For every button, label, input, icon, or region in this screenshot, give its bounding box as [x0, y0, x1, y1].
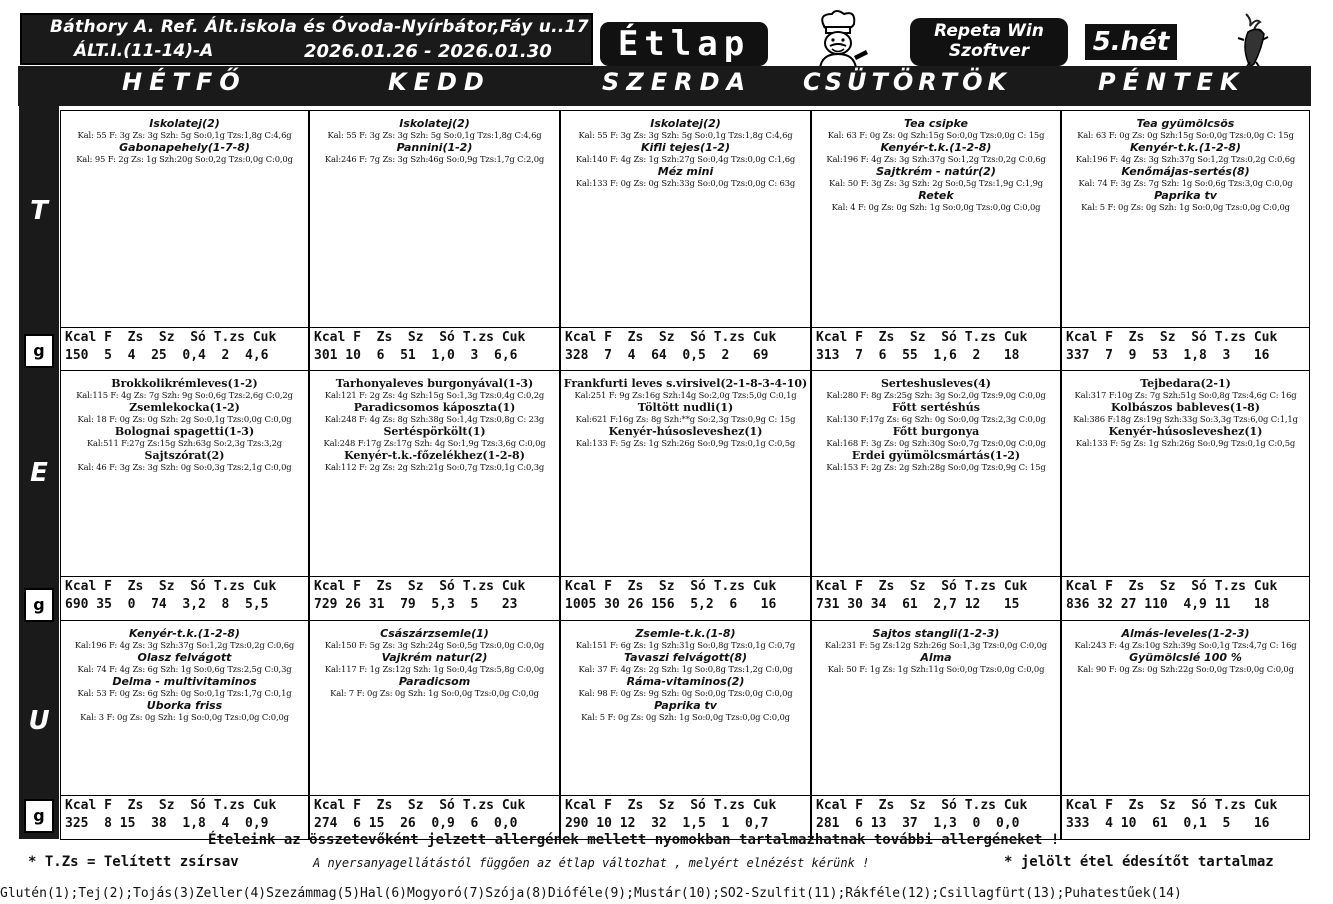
dish-name: Tea csipke	[904, 117, 968, 130]
carrot-icon	[1226, 10, 1286, 70]
summary-values: 290 10 12 32 1,5 1 0,7	[565, 816, 769, 831]
menu-cell	[560, 370, 811, 578]
summary-header: Kcal F Zs Sz Só T.zs Cuk	[314, 798, 526, 813]
summary-values: 337 7 9 53 1,8 3 16	[1066, 348, 1270, 363]
dish-name: Frankfurti leves s.virsivel(2-1-8-3-4-10)	[563, 377, 808, 390]
gram-label: g	[24, 334, 54, 368]
dish-nutrition: Kal:317 F:10g Zs: 7g Szh:51g So:0,8g Tzs:4,6g C: 16g	[1074, 390, 1297, 400]
nutrition-summary	[309, 576, 560, 622]
dish-name: Sajtkrém - natúr(2)	[876, 165, 996, 178]
week-label: 5.hét	[1085, 24, 1177, 60]
dish-name: Iskolatej(2)	[650, 117, 721, 130]
dish-nutrition: Kal: 4 F: 0g Zs: 0g Szh: 1g So:0,0g Tzs:0,0g C:0,0g	[831, 202, 1041, 212]
group-label: ÁLT.I.(11-14)-A	[74, 41, 214, 61]
dish-name: Kenyér-húsosleveshez(1)	[1108, 425, 1263, 438]
menu-cell	[60, 110, 309, 329]
change-note: A nyersanyagellátástól függően az étlap változhat , melyért elnézést kérünk !	[313, 856, 870, 870]
summary-header: Kcal F Zs Sz Só T.zs Cuk	[565, 798, 777, 813]
summary-header: Kcal F Zs Sz Só T.zs Cuk	[565, 579, 777, 594]
gram-label: g	[24, 588, 54, 622]
dish-nutrition: Kal: 37 F: 4g Zs: 2g Szh: 1g So:0,8g Tzs:1,2g C:0,0g	[578, 664, 793, 674]
dish-name: Pannini(1-2)	[396, 141, 473, 154]
dish-nutrition: Kal:121 F: 2g Zs: 4g Szh:15g So:1,3g Tzs:0,4g C:0,2g	[324, 390, 545, 400]
summary-values: 731 30 34 61 2,7 12 15	[816, 597, 1020, 612]
dish-nutrition: Kal: 63 F: 0g Zs: 0g Szh:15g So:0,0g Tzs:0,0g C: 15g	[827, 130, 1045, 140]
dish-name: Retek	[918, 189, 954, 202]
dish-nutrition: Kal:151 F: 6g Zs: 1g Szh:31g So:0,8g Tzs:0,1g C:0,7g	[575, 640, 796, 650]
dish-nutrition: Kal:117 F: 1g Zs:12g Szh: 1g So:0,4g Tzs:5,8g C:0,0g	[324, 664, 545, 674]
summary-values: 836 32 27 110 4,9 11 18	[1066, 597, 1270, 612]
summary-values: 690 35 0 74 3,2 8 5,5	[65, 597, 269, 612]
dish-nutrition: Kal:511 F:27g Zs:15g Szh:63g So:2,3g Tzs:3,2g	[86, 438, 283, 448]
dish-nutrition: Kal: 5 F: 0g Zs: 0g Szh: 1g So:0,0g Tzs:0,0g C:0,0g	[581, 712, 790, 722]
dish-nutrition: Kal: 63 F: 0g Zs: 0g Szh:15g So:0,0g Tzs:0,0g C: 15g	[1077, 130, 1294, 140]
dish-nutrition: Kal:196 F: 4g Zs: 3g Szh:37g So:1,2g Tzs:0,2g C:0,6g	[1075, 154, 1296, 164]
dish-nutrition: Kal: 50 F: 3g Zs: 3g Szh: 2g So:0,5g Tzs:1,9g C:1,9g	[829, 178, 1043, 188]
dish-name: Erdei gyümölcsmártás(1-2)	[851, 449, 1021, 462]
menu-cell	[1061, 620, 1310, 797]
dish-name: Olasz felvágott	[137, 651, 232, 664]
dish-name: Brokkolikrémleves(1-2)	[111, 377, 258, 390]
day-monday: HÉTFŐ	[122, 68, 247, 96]
dish-nutrition: Kal: 46 F: 3g Zs: 3g Szh: 0g So:0,3g Tzs:2,1g C:0,0g	[77, 462, 292, 472]
vendor-sub: Szoftver	[948, 41, 1030, 61]
dish-name: Vajkrém natur(2)	[381, 651, 488, 664]
dish-nutrition: Kal:115 F: 4g Zs: 7g Szh: 9g So:0,6g Tzs:2,6g C:0,2g	[76, 390, 293, 400]
dish-nutrition: Kal:231 F: 5g Zs:12g Szh:26g So:1,3g Tzs:0,0g C:0,0g	[825, 640, 1047, 650]
dish-nutrition: Kal:246 F: 7g Zs: 3g Szh:46g So:0,9g Tzs:1,7g C:2,0g	[324, 154, 545, 164]
dish-name: Zsemle-t.k.(1-8)	[635, 627, 736, 640]
dish-name: Gabonapehely(1-7-8)	[119, 141, 250, 154]
summary-header: Kcal F Zs Sz Só T.zs Cuk	[65, 330, 277, 345]
menu-cell	[811, 110, 1061, 329]
dish-name: Gyümölcslé 100 %	[1129, 651, 1242, 664]
summary-header: Kcal F Zs Sz Só T.zs Cuk	[314, 579, 526, 594]
dish-nutrition: Kal: 90 F: 0g Zs: 0g Szh:22g So:0,0g Tzs:0,0g C:0,0g	[1077, 664, 1294, 674]
summary-values: 729 26 31 79 5,3 5 23	[314, 597, 518, 612]
nutrition-summary	[560, 327, 811, 374]
summary-header: Kcal F Zs Sz Só T.zs Cuk	[565, 330, 777, 345]
menu-cell	[811, 620, 1061, 797]
summary-header: Kcal F Zs Sz Só T.zs Cuk	[816, 798, 1028, 813]
meal-label-snack: U	[28, 706, 50, 736]
dish-nutrition: Kal:196 F: 4g Zs: 3g Szh:37g So:1,2g Tzs:0,2g C:0,6g	[826, 154, 1046, 164]
saturated-fat-note: * T.Zs = Telített zsírsav	[28, 854, 239, 870]
dish-nutrition: Kal: 98 F: 0g Zs: 9g Szh: 0g So:0,0g Tzs:0,0g C:0,0g	[578, 688, 793, 698]
dish-nutrition: Kal:243 F: 4g Zs:10g Szh:39g So:0,1g Tzs:4,7g C: 16g	[1074, 640, 1297, 650]
dish-nutrition: Kal:133 F: 5g Zs: 1g Szh:26g So:0,9g Tzs:0,1g C:0,5g	[1075, 438, 1296, 448]
sweetener-note: * jelölt étel édesítőt tartalmaz	[1004, 854, 1274, 870]
dish-name: Kifli tejes(1-2)	[641, 141, 730, 154]
dish-name: Sajtos stangli(1-2-3)	[872, 627, 1000, 640]
nutrition-summary	[60, 327, 309, 374]
dish-name: Paradicsom	[398, 675, 471, 688]
summary-header: Kcal F Zs Sz Só T.zs Cuk	[816, 579, 1028, 594]
dish-name: Kenyér-t.k.(1-2-8)	[880, 141, 992, 154]
nutrition-summary	[1061, 327, 1310, 374]
dish-name: Tejbedara(2-1)	[1140, 377, 1231, 390]
dish-nutrition: Kal:150 F: 5g Zs: 3g Szh:24g So:0,5g Tzs:0,0g C:0,0g	[324, 640, 545, 650]
nutrition-summary	[1061, 576, 1310, 622]
allergen-note: Ételeink az összetevőként jelzett allergének mellett nyomokban tartalmazhatnak további allergéneket !	[208, 832, 1060, 848]
dish-name: Delma - multivitaminos	[112, 675, 257, 688]
menu-title: Étlap	[600, 22, 768, 66]
summary-header: Kcal F Zs Sz Só T.zs Cuk	[1066, 579, 1278, 594]
dish-nutrition: Kal:196 F: 4g Zs: 3g Szh:37g So:1,2g Tzs:0,2g C:0,6g	[74, 640, 295, 650]
dish-nutrition: Kal: 95 F: 2g Zs: 1g Szh:20g So:0,2g Tzs:0,0g C:0,0g	[76, 154, 293, 164]
summary-values: 301 10 6 51 1,0 3 6,6	[314, 348, 518, 363]
menu-cell	[309, 620, 560, 797]
dish-name: Zsemlekocka(1-2)	[129, 401, 240, 414]
summary-header: Kcal F Zs Sz Só T.zs Cuk	[1066, 798, 1278, 813]
dish-nutrition: Kal:168 F: 3g Zs: 0g Szh:30g So:0,7g Tzs:0,0g C:0,0g	[826, 438, 1046, 448]
dish-name: Sajtszórat(2)	[144, 449, 225, 462]
menu-cell	[60, 620, 309, 797]
nutrition-summary	[560, 576, 811, 622]
summary-values: 313 7 6 55 1,6 2 18	[816, 348, 1020, 363]
dish-name: Bolognai spagetti(1-3)	[114, 425, 255, 438]
menu-cell	[811, 370, 1061, 578]
nutrition-summary	[309, 327, 560, 374]
dish-nutrition: Kal:133 F: 5g Zs: 1g Szh:26g So:0,9g Tzs:0,1g C:0,5g	[575, 438, 796, 448]
nutrition-summary	[811, 327, 1061, 374]
chef-icon	[806, 10, 872, 70]
dish-nutrition: Kal: 55 F: 3g Zs: 3g Szh: 5g So:0,1g Tzs:1,8g C:4,6g	[77, 130, 292, 140]
dish-nutrition: Kal:621 F:16g Zs: 8g Szh:**g So:2,3g Tzs:0,9g C: 15g	[575, 414, 796, 424]
menu-cell	[309, 110, 560, 329]
dish-nutrition: Kal:153 F: 2g Zs: 2g Szh:28g So:0,0g Tzs:0,9g C: 15g	[826, 462, 1046, 472]
summary-values: 150 5 4 25 0,4 2 4,6	[65, 348, 269, 363]
dish-name: Tavaszi felvágott(8)	[623, 651, 748, 664]
summary-values: 333 4 10 61 0,1 5 16	[1066, 816, 1270, 831]
school-header	[20, 13, 593, 65]
dish-nutrition: Kal:251 F: 9g Zs:16g Szh:14g So:2,0g Tzs:5,0g C:0,1g	[574, 390, 797, 400]
dish-nutrition: Kal: 7 F: 0g Zs: 0g Szh: 1g So:0,0g Tzs:0,0g C:0,0g	[330, 688, 539, 698]
gram-label: g	[24, 799, 54, 833]
dish-nutrition: Kal: 18 F: 0g Zs: 0g Szh: 2g So:0,1g Tzs:0,0g C:0,0g	[77, 414, 292, 424]
meal-label-lunch: E	[30, 458, 48, 488]
dish-name: Iskolatej(2)	[149, 117, 220, 130]
nutrition-summary	[811, 576, 1061, 622]
dish-name: Paradicsomos káposzta(1)	[353, 401, 516, 414]
nutrition-summary	[60, 576, 309, 622]
dish-name: Kolbászos bableves(1-8)	[1110, 401, 1260, 414]
dish-name: Paprika tv	[1154, 189, 1217, 202]
dish-nutrition: Kal:133 F: 0g Zs: 0g Szh:33g So:0,0g Tzs:0,0g C: 63g	[575, 178, 796, 188]
summary-header: Kcal F Zs Sz Só T.zs Cuk	[65, 798, 277, 813]
summary-values: 274 6 15 26 0,9 6 0,0	[314, 816, 518, 831]
dish-nutrition: Kal: 55 F: 3g Zs: 3g Szh: 5g So:0,1g Tzs:1,8g C:4,6g	[578, 130, 793, 140]
dish-name: Méz mini	[657, 165, 714, 178]
dish-nutrition: Kal: 5 F: 0g Zs: 0g Szh: 1g So:0,0g Tzs:0,0g C:0,0g	[1081, 202, 1290, 212]
dish-name: Főtt sertéshús	[892, 401, 980, 414]
dish-name: Alma	[920, 651, 952, 664]
allergen-list: Glutén(1);Tej(2);Tojás(3)Zeller(4)Szezámmag(5)Hal(6)Mogyoró(7)Szója(8)Dióféle(9);Mustár(10);SO2-Szulfit(11);Rákféle(12);Csillagfürt(13);Puhatestűek(14)	[0, 886, 1182, 901]
vendor-badge	[910, 18, 1068, 66]
day-tuesday: KEDD	[388, 68, 491, 96]
dish-name: Kenőmájas-sertés(8)	[1121, 165, 1250, 178]
day-friday: PÉNTEK	[1098, 68, 1246, 96]
menu-cell	[309, 370, 560, 578]
dish-nutrition: Kal:112 F: 2g Zs: 2g Szh:21g So:0,7g Tzs:0,1g C:0,3g	[324, 462, 545, 472]
dish-nutrition: Kal: 74 F: 4g Zs: 6g Szh: 1g So:0,6g Tzs:2,5g C:0,3g	[77, 664, 292, 674]
summary-values: 325 8 15 38 1,8 4 0,9	[65, 816, 269, 831]
dish-name: Sertéspörkölt(1)	[383, 425, 486, 438]
dish-nutrition: Kal: 50 F: 1g Zs: 1g Szh:11g So:0,0g Tzs:0,0g C:0,0g	[827, 664, 1045, 674]
dish-name: Tea gyümölcsös	[1136, 117, 1235, 130]
dish-name: Almás-leveles(1-2-3)	[1121, 627, 1250, 640]
dish-name: Serteshusleves(4)	[880, 377, 992, 390]
dish-nutrition: Kal:280 F: 8g Zs:25g Szh: 3g So:2,0g Tzs:9,0g C:0,0g	[826, 390, 1046, 400]
dish-name: Uborka friss	[146, 699, 223, 712]
dish-name: Töltött nudli(1)	[637, 401, 734, 414]
dish-name: Kenyér-t.k.(1-2-8)	[129, 627, 240, 640]
summary-values: 328 7 4 64 0,5 2 69	[565, 348, 769, 363]
dish-name: Paprika tv	[654, 699, 717, 712]
dish-nutrition: Kal:130 F:17g Zs: 6g Szh: 0g So:0,0g Tzs:2,3g C:0,0g	[826, 414, 1046, 424]
dish-name: Főtt burgonya	[892, 425, 980, 438]
day-wednesday: SZERDA	[602, 68, 753, 96]
dish-nutrition: Kal:386 F:18g Zs:19g Szh:33g So:3,3g Tzs:6,0g C:1,1g	[1073, 414, 1298, 424]
dish-nutrition: Kal:140 F: 4g Zs: 1g Szh:27g So:0,4g Tzs:0,0g C:1,6g	[575, 154, 796, 164]
dish-nutrition: Kal: 53 F: 0g Zs: 6g Szh: 0g So:0,1g Tzs:1,7g C:0,1g	[77, 688, 292, 698]
summary-header: Kcal F Zs Sz Só T.zs Cuk	[314, 330, 526, 345]
dish-nutrition: Kal: 74 F: 3g Zs: 7g Szh: 1g So:0,6g Tzs:3,0g C:0,0g	[1078, 178, 1293, 188]
dish-nutrition: Kal: 55 F: 3g Zs: 3g Szh: 5g So:0,1g Tzs:1,8g C:4,6g	[327, 130, 542, 140]
dish-name: Ráma-vitaminos(2)	[626, 675, 745, 688]
dish-name: Kenyér-t.k.(1-2-8)	[1130, 141, 1241, 154]
menu-cell	[60, 370, 309, 578]
dish-name: Kenyér-t.k.-főzelékhez(1-2-8)	[344, 449, 525, 462]
school-name: Báthory A. Ref. Ált.iskola és Óvoda-Nyírbátor,Fáy u..17	[50, 17, 589, 37]
menu-cell	[560, 110, 811, 329]
menu-cell	[1061, 370, 1310, 578]
dish-nutrition: Kal:248 F:17g Zs:17g Szh: 4g So:1,9g Tzs:3,6g C:0,0g	[323, 438, 546, 448]
nutrition-summary	[1061, 795, 1310, 840]
summary-header: Kcal F Zs Sz Só T.zs Cuk	[816, 330, 1028, 345]
day-thursday: CSÜTÖRTÖK	[803, 68, 1012, 96]
menu-cell	[560, 620, 811, 797]
dish-nutrition: Kal:248 F: 4g Zs: 8g Szh:38g So:1,4g Tzs:0,8g C: 23g	[324, 414, 545, 424]
summary-header: Kcal F Zs Sz Só T.zs Cuk	[1066, 330, 1278, 345]
dish-name: Kenyér-húsosleveshez(1)	[608, 425, 763, 438]
summary-header: Kcal F Zs Sz Só T.zs Cuk	[65, 579, 277, 594]
dish-name: Császárzsemle(1)	[380, 627, 489, 640]
meal-label-breakfast: T	[30, 196, 48, 226]
summary-values: 281 6 13 37 1,3 0 0,0	[816, 816, 1020, 831]
dish-nutrition: Kal: 3 F: 0g Zs: 0g Szh: 1g So:0,0g Tzs:0,0g C:0,0g	[80, 712, 289, 722]
date-range: 2026.01.26 - 2026.01.30	[304, 41, 552, 62]
summary-values: 1005 30 26 156 5,2 6 16	[565, 597, 777, 612]
dish-name: Tarhonyaleves burgonyával(1-3)	[335, 377, 534, 390]
menu-cell	[1061, 110, 1310, 329]
dish-name: Iskolatej(2)	[399, 117, 470, 130]
vendor-name: Repeta Win	[934, 21, 1044, 41]
